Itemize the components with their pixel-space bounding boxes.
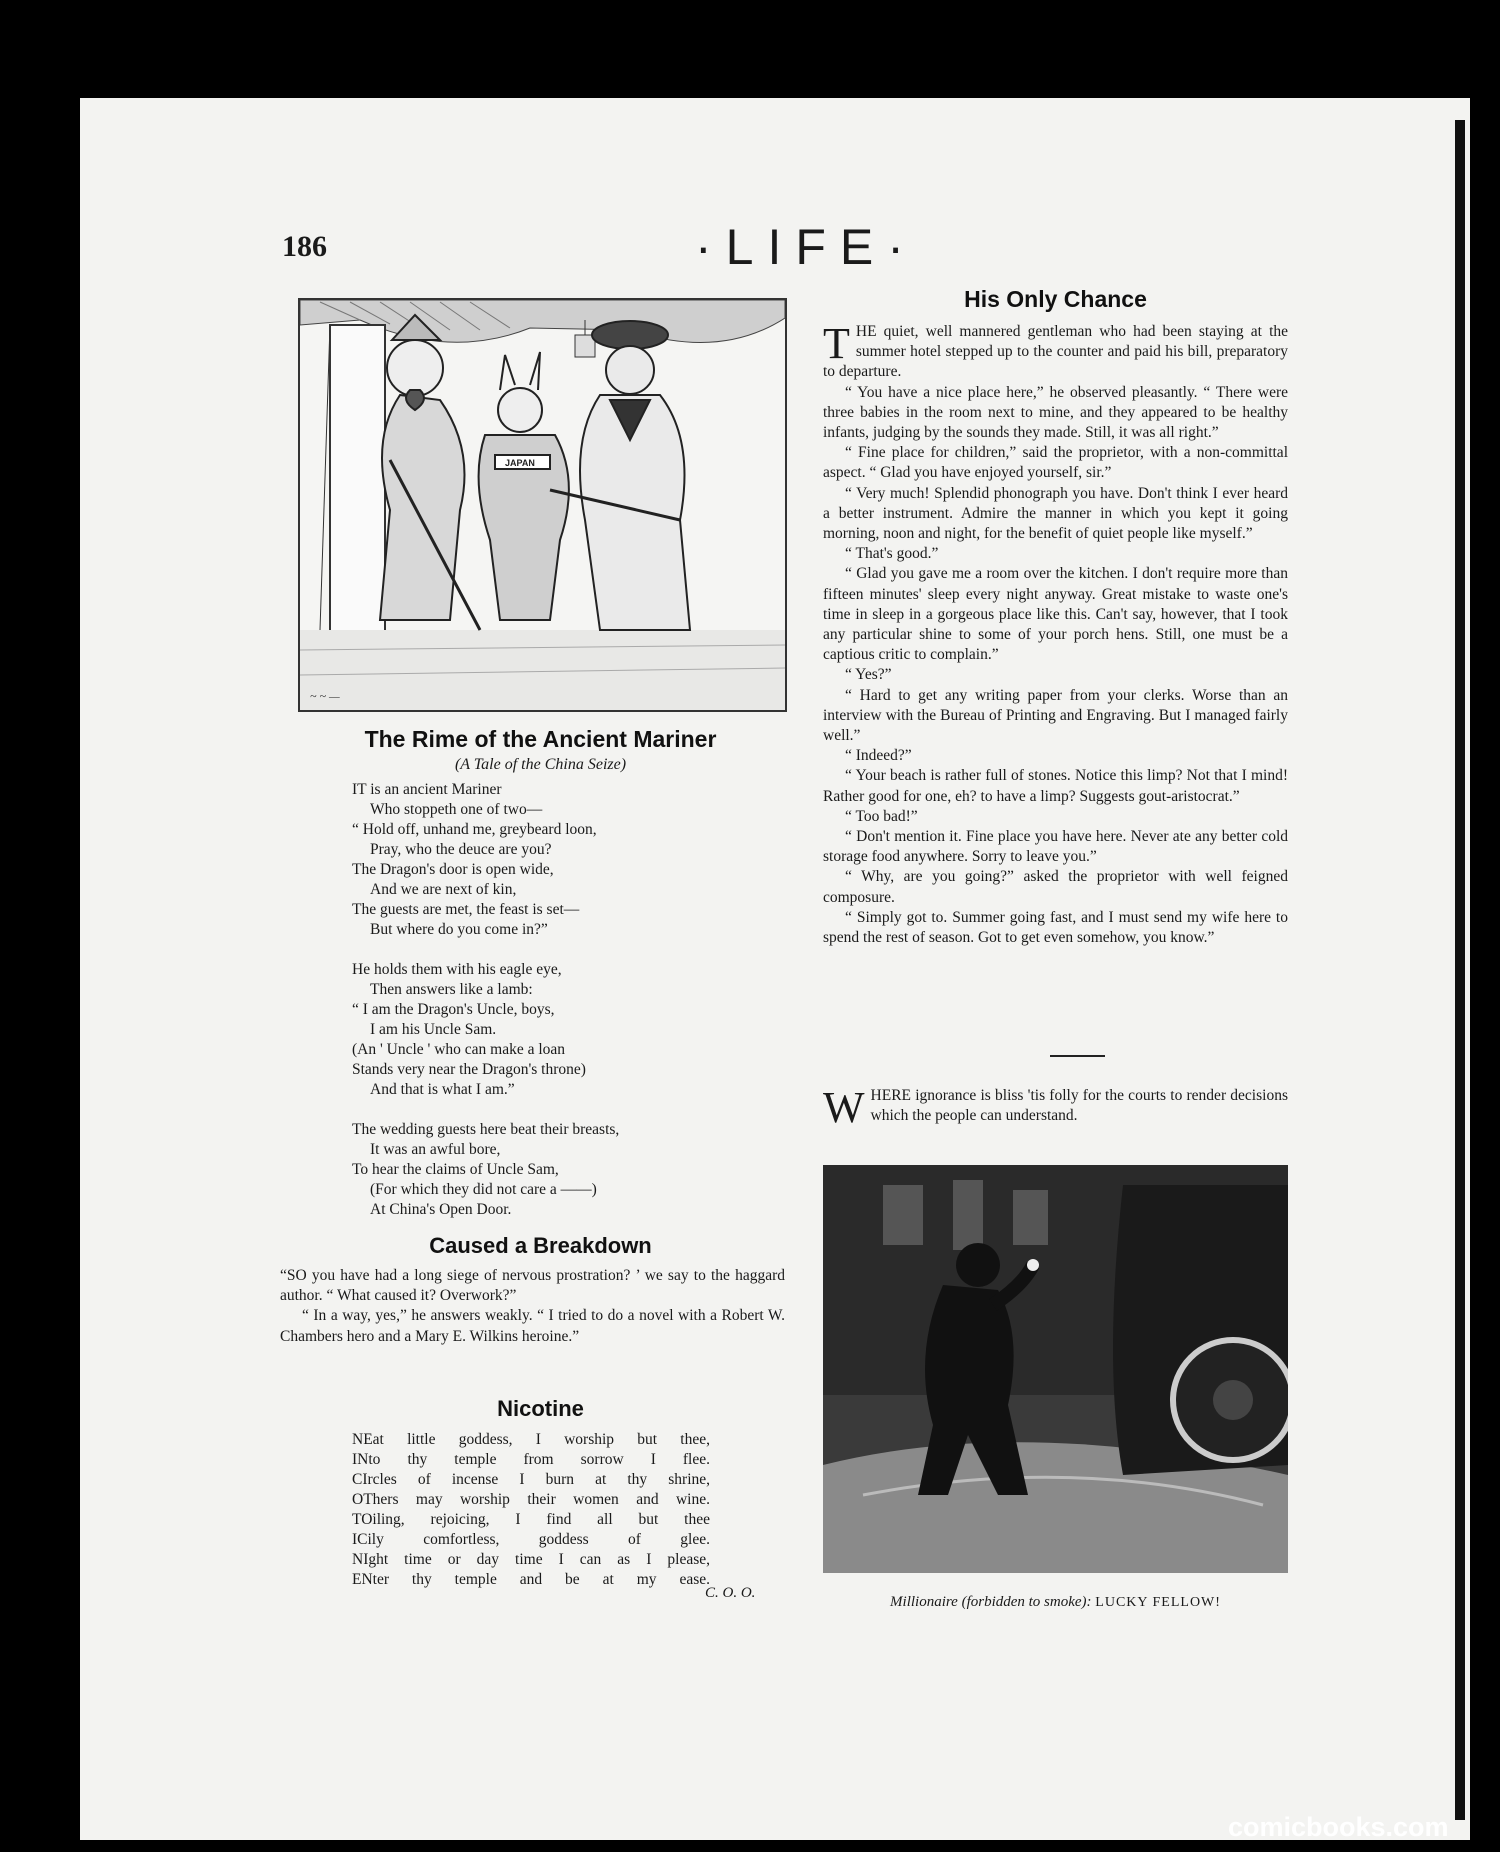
- cartoon-japan-label: JAPAN: [505, 458, 535, 468]
- masthead: ·LIFE·: [695, 219, 918, 275]
- chance-paragraph: “ You have a nice place here,” he observed pleasantly. “ There were three babies in the room next to mine, and they appeared to be healthy infants, judging by the sounds they made. Still, it was all right.”: [823, 383, 1288, 442]
- nicotine-signature: C. O. O.: [705, 1585, 756, 1601]
- poem-line: The guests are met, the feast is set—: [352, 901, 580, 918]
- poem-line: He holds them with his eagle eye,: [352, 961, 562, 978]
- rime-title: The Rime of the Ancient Mariner: [364, 726, 717, 752]
- chance-paragraph: “ Simply got to. Summer going fast, and I must send my wife here to spend the rest of season. Got to get even somehow, you know.”: [823, 908, 1288, 947]
- breakdown-text: [280, 1266, 785, 1347]
- rime-poem: [352, 780, 752, 1220]
- chance-paragraph: THE quiet, well mannered gentleman who had been staying at the summer hotel stepped up to the counter and paid his bill, preparatory to departure.: [823, 319, 1288, 381]
- millionaire-illustration: [823, 1165, 1288, 1573]
- chance-paragraph: “ Very much! Splendid phonograph you have. Don't think I ever heard a better instrument. Admire the manner in which you kept it going morning, noon and night, for the benefit of quiet people like myself.”: [823, 484, 1288, 543]
- poem-line: TOiling, rejoicing, I find all but thee: [352, 1511, 710, 1528]
- poem-line: The Dragon's door is open wide,: [352, 861, 554, 878]
- bliss-paragraph: [823, 1083, 1288, 1132]
- drop-cap: W: [823, 1083, 865, 1132]
- poem-line: Then answers like a lamb:: [370, 981, 533, 998]
- poem-line: NIght time or day time I can as I please,: [352, 1551, 710, 1568]
- poem-line: At China's Open Door.: [370, 1201, 512, 1218]
- drop-cap: T: [823, 319, 850, 368]
- poem-line: INto thy temple from sorrow I flee.: [352, 1451, 710, 1468]
- poem-line: (For which they did not care a ——): [370, 1181, 597, 1198]
- cartoon-artist-signature: ~ ~ —: [310, 689, 340, 703]
- poem-line: Stands very near the Dragon's throne): [352, 1061, 586, 1078]
- chance-paragraph: “ That's good.”: [845, 545, 939, 563]
- poem-line: Who stoppeth one of two—: [370, 801, 543, 818]
- caption-caps: LUCKY FELLOW!: [1095, 1595, 1221, 1610]
- chance-paragraph: “ Hard to get any writing paper from your clerks. Worse than an interview with the Bureau of Printing and Engraving. But I managed fairly well.”: [823, 686, 1288, 745]
- poem-line: ENter thy temple and be at my ease.: [352, 1571, 710, 1588]
- poem-line: I am his Uncle Sam.: [370, 1021, 497, 1038]
- poem-line: It was an awful bore,: [370, 1141, 501, 1158]
- poem-line: NEat little goddess, I worship but thee,: [352, 1431, 710, 1448]
- rime-subtitle: (A Tale of the China Seize): [454, 756, 627, 773]
- page-number: 186: [282, 230, 327, 263]
- poem-line: IT is an ancient Mariner: [352, 781, 502, 798]
- poem-line: “ Hold off, unhand me, greybeard loon,: [352, 821, 597, 838]
- cartoon-drawing: [300, 300, 785, 710]
- poem-line: OThers may worship their women and wine.: [352, 1491, 710, 1508]
- poem-line: The wedding guests here beat their breasts,: [352, 1121, 620, 1138]
- poem-line: Pray, who the deuce are you?: [370, 841, 552, 858]
- chance-paragraph: “ Don't mention it. Fine place you have here. Never ate any better cold storage food anywhere. Sorry to leave you.”: [823, 828, 1288, 866]
- poem-line: CIrcles of incense I burn at thy shrine,: [352, 1471, 710, 1488]
- chance-paragraph: “ Yes?”: [845, 666, 892, 684]
- chance-paragraph: “ Indeed?”: [845, 747, 912, 765]
- breakdown-paragraph-2: “ In a way, yes,” he answers weakly. “ I tried to do a novel with a Robert W. Chambers hero and a Mary E. Wilkins heroine.”: [280, 1307, 785, 1345]
- millionaire-drawing: [823, 1165, 1288, 1573]
- chance-paragraph: “ Glad you gave me a room over the kitchen. I don't require more than fifteen minutes' sleep every night anyway. Great mistake to waste one's time in sleep in a gorgeous place like this. Can't say, however, that I took any particular shine to some of your porch hens. Still, one must be a captious critic to complain.”: [823, 565, 1288, 664]
- cartoon-illustration: [298, 298, 787, 712]
- breakdown-paragraph-1: “SO you have had a long siege of nervous prostration? ’ we say to the haggard author. “ What caused it? Overwork?”: [280, 1267, 785, 1305]
- poem-line: ICily comfortless, goddess of glee.: [352, 1531, 710, 1548]
- poem-line: And we are next of kin,: [370, 881, 517, 898]
- nicotine-title: Nicotine: [497, 1396, 584, 1421]
- poem-line: “ I am the Dragon's Uncle, boys,: [352, 1001, 555, 1018]
- watermark: comicbooks.com: [1228, 1812, 1449, 1842]
- chance-text: [823, 319, 1288, 948]
- chance-paragraph: “ Why, are you going?” asked the proprietor with well feigned composure.: [823, 868, 1288, 906]
- rime-stanza-2: [352, 960, 752, 1100]
- illustration-caption: [823, 1594, 1288, 1611]
- bliss-text: WHERE ignorance is bliss 'tis folly for the courts to render decisions which the people can understand.: [823, 1083, 1288, 1132]
- breakdown-title: Caused a Breakdown: [429, 1233, 652, 1258]
- chance-paragraph: “ Too bad!”: [845, 807, 918, 825]
- chance-title: His Only Chance: [964, 286, 1147, 312]
- page-spine: [1455, 120, 1465, 1820]
- rime-stanza-1: [352, 780, 752, 940]
- caption-italic: Millionaire (forbidden to smoke):: [890, 1594, 1092, 1610]
- nicotine-poem: [352, 1430, 710, 1590]
- rime-stanza-3: [352, 1120, 752, 1220]
- section-divider: [1050, 1055, 1105, 1057]
- poem-line: And that is what I am.”: [370, 1081, 515, 1098]
- chance-paragraph: “ Your beach is rather full of stones. Notice this limp? Not that I mind! Rather good for one, eh? to have a limp? Suggests gout-aristocrat.”: [823, 767, 1288, 805]
- poem-line: To hear the claims of Uncle Sam,: [352, 1161, 559, 1178]
- poem-line: (An ' Uncle ' who can make a loan: [352, 1041, 566, 1058]
- chance-paragraph: “ Fine place for children,” said the proprietor, with a non-committal aspect. “ Glad you have enjoyed yourself, sir.”: [823, 444, 1288, 482]
- poem-line: But where do you come in?”: [370, 921, 548, 938]
